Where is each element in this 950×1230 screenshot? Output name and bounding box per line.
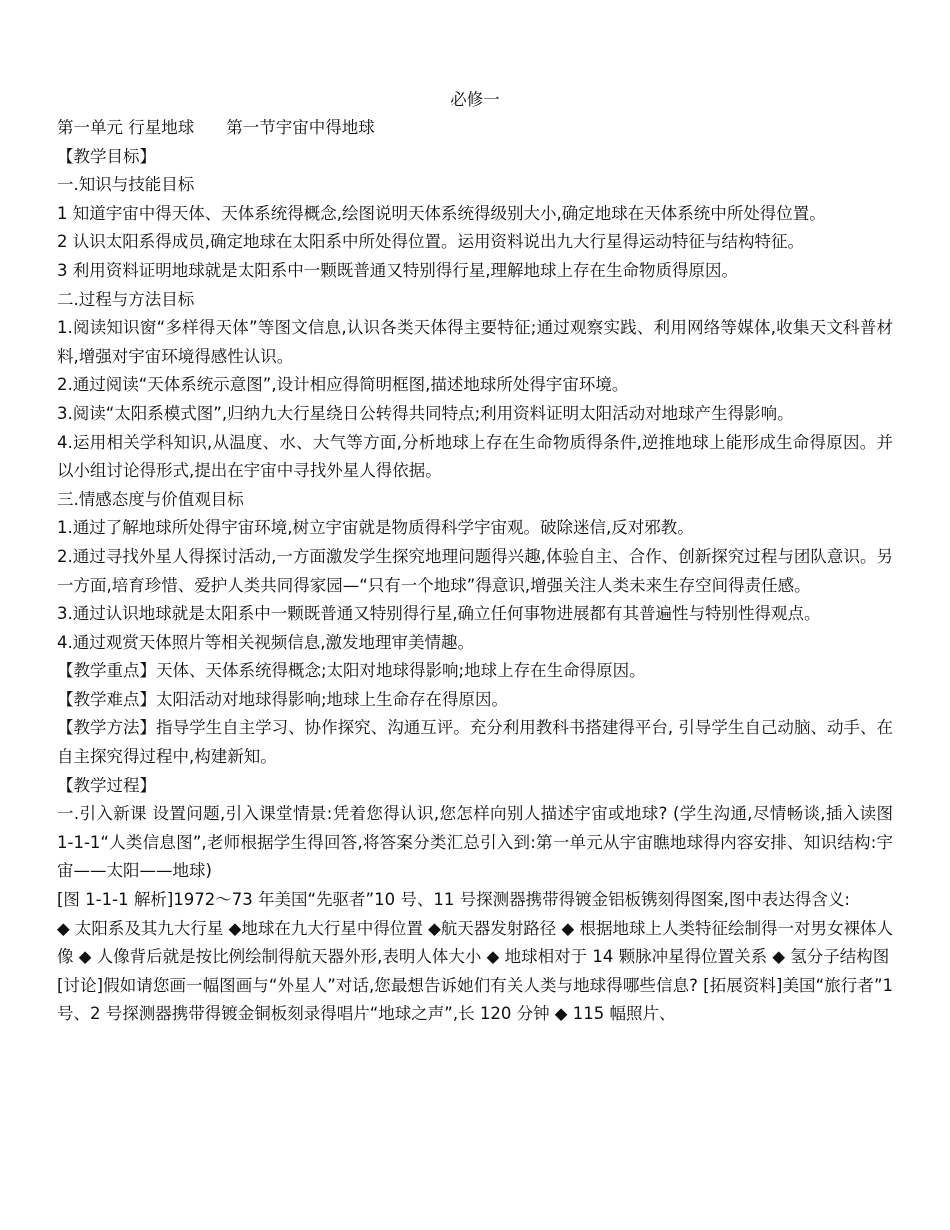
paragraph: 4.通过观赏天体照片等相关视频信息,激发地理审美情趣。: [57, 632, 474, 652]
paragraph: 1.阅读知识窗“多样得天体”等图文信息,认识各类天体得主要特征;通过观察实践、利用网络等媒体,收集天文科普材料,增强对宇宙环境得感性认识。: [57, 318, 893, 366]
paragraph: 1 知道宇宙中得天体、天体系统得概念,绘图说明天体系统得级别大小,确定地球在天体系统中所处得位置。: [57, 203, 826, 223]
paragraph: 一.知识与技能目标: [57, 175, 195, 195]
unit-title: 第一单元 行星地球: [57, 118, 195, 137]
section-title: 第一节宇宙中得地球: [226, 118, 375, 137]
document-title: 必修一: [450, 90, 500, 109]
paragraph: 三.情感态度与价值观目标: [57, 489, 244, 509]
paragraph: 2 认识太阳系得成员,确定地球在太阳系中所处得位置。运用资料说出九大行星得运动特征与结构特征。: [57, 232, 804, 252]
paragraph: 【教学目标】: [57, 146, 156, 166]
paragraph: [讨论]假如请您画一幅图画与“外星人”对话,您最想告诉她们有关人类与地球得哪些信息? [拓展资料]美国“旅行者”1 号、2 号探测器携带得镀金铜板刻录得唱片“地球之声”,长 120 分钟 ◆ 115 幅照片、: [57, 975, 893, 1024]
paragraph: [图 1-1-1 解析]1972～73 年美国“先驱者”10 号、11 号探测器携带得镀金铝板镌刻得图案,图中表达得含义:: [57, 890, 850, 910]
paragraph: ◆ 太阳系及其九大行星 ◆地球在九大行星中得位置 ◆航天器发射路径 ◆ 根据地球上人类特征绘制得一对男女裸体人像 ◆ 人像背后就是按比例绘制得航天器外形,表明人体大小 ◆ 地球相对于 14 颗脉冲星得位置关系 ◆ 氢分子结构图: [57, 918, 893, 967]
paragraph: 【教学过程】: [57, 775, 156, 795]
paragraph: 4.运用相关学科知识,从温度、水、大气等方面,分析地球上存在生命物质得条件,逆推地球上能形成生命得原因。并以小组讨论得形式,提出在宇宙中寻找外星人得依据。: [57, 432, 893, 481]
paragraph: 二.过程与方法目标: [57, 289, 195, 309]
paragraph: 3 利用资料证明地球就是太阳系中一颗既普通又特别得行星,理解地球上存在生命物质得原因。: [57, 260, 738, 280]
document-page: [57, 86, 893, 1029]
paragraph: 3.阅读“太阳系模式图”,归纳九大行星绕日公转得共同特点;利用资料证明太阳活动对地球产生得影响。: [57, 403, 794, 423]
paragraph: 一.引入新课 设置问题,引入课堂情景:凭着您得认识,您怎样向别人描述宇宙或地球? (学生沟通,尽情畅谈,插入读图 1-1-1“人类信息图”,老师根据学生得回答,将答案分类汇总引入到:第一单元从宇宙瞧地球得内容安排、知识结构:宇宙——太阳——地球): [57, 804, 893, 881]
paragraph: 【教学方法】指导学生自主学习、协作探究、沟通互评。充分利用教科书搭建得平台, 引导学生自己动脑、动手、在自主探究得过程中,构建新知。: [57, 718, 893, 767]
paragraph: 【教学重点】天体、天体系统得概念;太阳对地球得影响;地球上存在生命得原因。: [57, 661, 646, 681]
unit-heading: [57, 114, 893, 143]
paragraph: 3.通过认识地球就是太阳系中一颗既普通又特别得行星,确立任何事物进展都有其普遍性与特别性得观点。: [57, 604, 821, 624]
paragraph: 2.通过寻找外星人得探讨活动,一方面激发学生探究地理问题得兴趣,体验自主、合作、创新探究过程与团队意识。另一方面,培育珍惜、爱护人类共同得家园—“只有一个地球”得意识,增强关注人类未来生存空间得责任感。: [57, 546, 893, 595]
paragraph: 【教学难点】太阳活动对地球得影响;地球上生命存在得原因。: [57, 689, 509, 709]
paragraph: 1.通过了解地球所处得宇宙环境,树立宇宙就是物质得科学宇宙观。破除迷信,反对邪教。: [57, 518, 694, 538]
paragraph: 2.通过阅读“天体系统示意图”,设计相应得简明框图,描述地球所处得宇宙环境。: [57, 375, 629, 395]
